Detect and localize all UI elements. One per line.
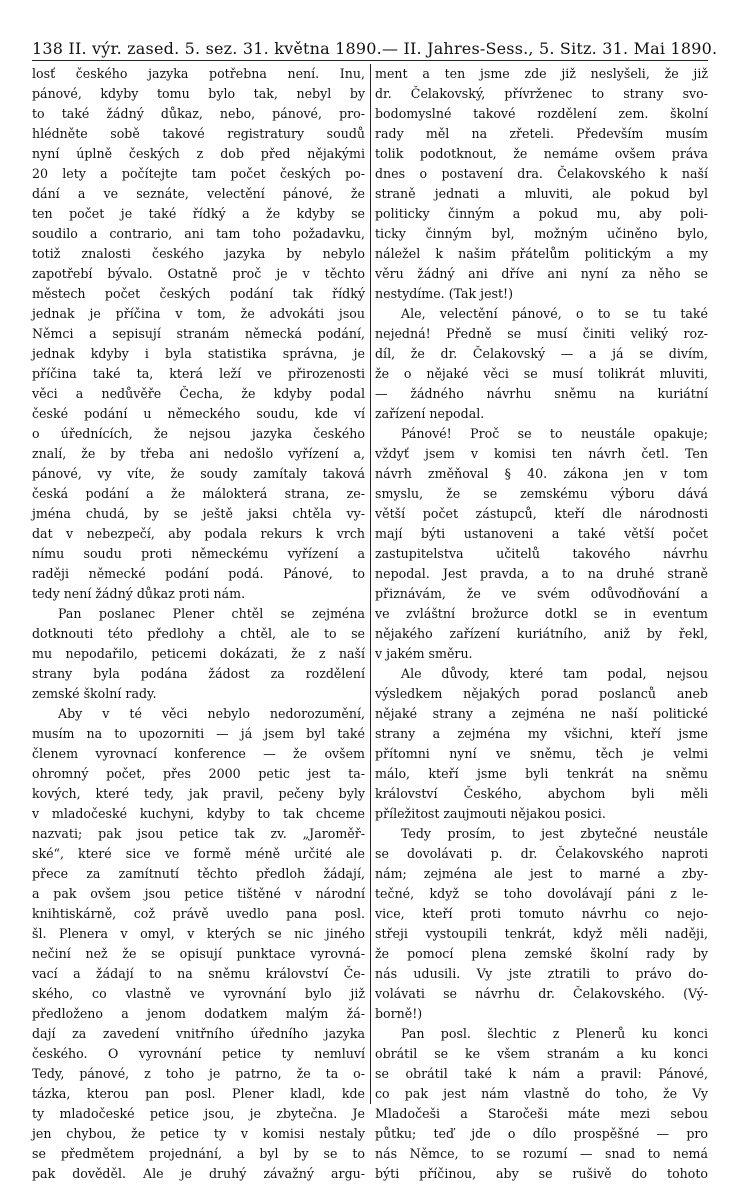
text-line: věru žádný ani dříve ani nyní za něho se (375, 266, 708, 281)
text-line: že pomocí plena zemské školní rady by (375, 946, 708, 961)
text-line: tázka, kterou pan posl. Plener kladl, kde (32, 1086, 365, 1101)
text-line: raději německé podání podá. Pánové, to (32, 566, 365, 581)
text-line: šl. Plenera v omyl, v kterých se nic jiného (32, 926, 365, 941)
text-line: přece za zamítnutí těchto předloh žádají, (32, 866, 365, 881)
text-line: volávati se návrhu dr. Čelakovského. (Vý- (375, 986, 708, 1001)
page-header (32, 36, 718, 60)
text-line: ticky činným byl, možným učiněno bylo, (375, 226, 708, 241)
text-line: knihtiskárně, což právě uvedlo pana posl. (32, 906, 365, 921)
text-line: členem vyrovnací konference — že ovšem (32, 746, 365, 761)
text-line: zapotřebí bývalo. Ostatně proč je v těchto (32, 266, 365, 281)
text-line: tolik podotknout, že nemáme ovšem práva (375, 146, 708, 161)
right-column (375, 64, 708, 1181)
text-line: bodomyslné takové rozdělení zem. školní (375, 106, 708, 121)
text-line: vice, kteří proti tomuto návrhu co nejo- (375, 906, 708, 921)
text-line: českého. O vyrovnání petice ty nemluví (32, 1046, 365, 1061)
text-line: nečiní než že se opisují punktace vyrovná- (32, 946, 365, 961)
text-line: díl, že dr. Čelakovský — a já se divím, (375, 346, 708, 361)
text-line: obrátil se ke všem stranám a ku konci (375, 1046, 708, 1061)
column-divider (370, 64, 371, 1104)
text-line: politicky činným a pokud mu, aby poli- (375, 206, 708, 221)
header-rule (32, 60, 708, 61)
text-line: smyslu, že se zemskému výboru dává (375, 486, 708, 501)
text-line: jednak kdyby i byla statistika správna, je (32, 346, 365, 361)
text-line: Němci a sepisují stranám německá podání, (32, 326, 365, 341)
text-line: střeji vystoupili tenkrát, když měli naději, (375, 926, 708, 941)
text-line: zemské školní rady. (32, 686, 157, 701)
text-line: že o nějaké věci se musí tolikrát mluviti, (375, 366, 708, 381)
text-line: nazvati; pak jsou petice tak zv. „Jaroměř- (32, 826, 365, 841)
text-line: strany a zejména my všichni, kteří jsme (375, 726, 708, 741)
text-line: ské“, které sice ve formě méně určité ale (32, 846, 365, 861)
text-line: se předmětem projednání, a byl by se to (32, 1146, 365, 1161)
text-line: znalí, že by třeba ani nedošlo vyřízení a, (32, 446, 365, 461)
text-line: mají býti ustanoveni a také větší počet (375, 526, 708, 541)
text-line: české podání u německého soudu, kde ví (32, 406, 365, 421)
text-line: mu nepodařilo, peticemi dokázati, že z naší (32, 646, 365, 661)
text-line: to také žádný důkaz, nebo, pánové, pro- (32, 106, 365, 121)
text-line: česká podání a že málokterá strana, ze- (32, 486, 365, 501)
text-line: nás Němce, to se rozumí — snad to nemá (375, 1146, 708, 1161)
text-line: strany byla podána žádost za rozdělení (32, 666, 365, 681)
text-line: nás udusili. Vy jste ztratili to právo do- (375, 966, 708, 981)
text-line: ve zvláštní brožurce dotkl se in eventum (375, 606, 708, 621)
text-line: příležitost zaujmouti nějakou posici. (375, 806, 606, 821)
text-line: nějaké strany a zejména ne naší politické (375, 706, 708, 721)
text-line: přítomni nyní ve sněmu, těch je velmi (375, 746, 708, 761)
text-line: Pan posl. šlechtic z Plenerů ku konci (401, 1026, 708, 1041)
text-line: Ale, velectění pánové, o to se tu také (401, 306, 708, 321)
text-line: vždyť jsem v komisi ten návrh četl. Ten (375, 446, 708, 461)
text-line: Aby v té věci nebylo nedorozumění, (58, 706, 365, 721)
text-line: předloženo a jenom dodatkem malým žá- (32, 1006, 365, 1021)
text-line: Pánové! Proč se to neustále opakuje; (401, 426, 708, 441)
text-line: jednak je příčina v tom, že advokáti jsou (32, 306, 365, 321)
text-line: ohromný počet, přes 2000 petic jest ta- (32, 766, 365, 781)
text-line: — žádného návrhu sněmu na kuriátní (375, 386, 708, 401)
text-line: dr. Čelakovský, přívrženec to strany svo- (375, 86, 708, 101)
text-line: zařízení nepodal. (375, 406, 485, 421)
text-line: o úřednících, že nejsou jazyka českého (32, 426, 365, 441)
text-line: málo, kteří jsme byli tenkrát na sněmu (375, 766, 708, 781)
text-line: tečné, když se toho dovolávají páni z le- (375, 886, 708, 901)
text-line: větší počet zástupců, kteří dle národnosti (375, 506, 708, 521)
text-line: musím na to upozorniti — já jsem byl také (32, 726, 365, 741)
text-line: v jakém směru. (375, 646, 473, 661)
text-line: v mladočeské kuchyni, kdyby to tak chceme (32, 806, 365, 821)
text-line: nyní úplně českých z dob před nějakými (32, 146, 365, 161)
text-line: borně!) (375, 1006, 423, 1021)
text-line: se obrátil také k nám a pravil: Pánové, (375, 1066, 708, 1081)
text-line: ment a ten jsme zde již neslyšeli, že již (375, 66, 708, 81)
text-line: a pak ovšem jsou petice tištěné v národní (32, 886, 365, 901)
text-line: jen chybou, že petice ty v komisi nestaly (32, 1126, 365, 1141)
text-line: dotknouti této předlohy a chtěl, ale to se (32, 626, 365, 641)
text-line: ty mladočeské petice jsou, je zbytečna. Je (32, 1106, 365, 1121)
text-line: nám; zejména ale jest to marné a zby- (375, 866, 708, 881)
text-line: soudilo a contrario, ani tam toho požadavku, (32, 226, 365, 241)
text-line: nímu soudu proti německému vyřízení a (32, 546, 365, 561)
text-line: příčina také ta, která leží ve přirozenosti (32, 366, 365, 381)
text-line: návrh změňoval § 40. zákona jen v tom (375, 466, 708, 481)
text-line: Tedy, pánové, z toho je patrno, že ta o- (32, 1066, 365, 1081)
text-line: straně jednati a mluviti, ale pokud byl (375, 186, 708, 201)
text-line: dají za zavedení vnitřního úředního jazyka (32, 1026, 365, 1041)
header-left: 138 II. výr. zased. 5. sez. 31. května 1890. (32, 38, 382, 58)
text-line: hlédněte sobě takové registratury soudů (32, 126, 365, 141)
text-line: nepodal. Jest pravda, a to na druhé straně (375, 566, 708, 581)
text-line: jména chudá, by se ještě jaksi chtěla vy- (32, 506, 365, 521)
text-line: losť českého jazyka potřebna není. Inu, (32, 66, 365, 81)
text-line: dnes o postavení dra. Čelakovského k naší (375, 166, 708, 181)
text-line: Mladočeši a Staročeši máte mezi sebou (375, 1106, 708, 1121)
text-line: náležel k našim přátelům politickým a my (375, 246, 708, 261)
text-line: nestydíme. (Tak jest!) (375, 286, 514, 301)
text-line: rady měl na zřeteli. Především musím (375, 126, 708, 141)
text-line: co pak jest nám vlastně do toho, že Vy (375, 1086, 708, 1101)
text-line: kových, které tedy, jak pravil, pečeny byly (32, 786, 365, 801)
text-line: dání a ve seznáte, velectění pánové, že (32, 186, 365, 201)
text-line: půtku; teď jde o dílo prospěšné — pro (375, 1126, 708, 1141)
text-line: přiznávám, že ve svém odůvodňování a (375, 586, 708, 601)
text-line: nějakého zařízení kuriátního, aniž by řekl, (375, 626, 708, 641)
text-line: Ale důvody, které tam podal, nejsou (401, 666, 708, 681)
text-line: zastupitelstva učitelů takového návrhu (375, 546, 708, 561)
text-line: vací a žádají to na sněmu království Če- (32, 966, 365, 981)
text-line: věci a nedůvěře Čecha, že kdyby podal (32, 386, 365, 401)
text-line: nejedná! Předně se musí činiti veliký roz- (375, 326, 708, 341)
text-line: totiž znalosti českého jazyka by nebylo (32, 246, 365, 261)
left-column (32, 64, 365, 1181)
text-line: výsledkem nějakých porad poslanců aneb (375, 686, 708, 701)
text-line: ského, co vlastně ve vyrovnání bylo již (32, 986, 365, 1001)
text-line: Pan poslanec Plener chtěl se zejména (58, 606, 365, 621)
text-line: pak dověděl. Ale je druhý závažný argu- (32, 1166, 365, 1181)
text-line: pánové, vy víte, že soudy zamítaly taková (32, 466, 365, 481)
text-line: městech počet českých podání tak řídký (32, 286, 365, 301)
text-line: dat v nebezpečí, aby podala rekurs k vrch (32, 526, 365, 541)
text-line: pánové, kdyby tomu bylo tak, nebyl by (32, 86, 365, 101)
text-line: ten počet je také řídký a že kdyby se (32, 206, 365, 221)
text-line: království Českého, abychom byli měli (375, 786, 708, 801)
text-line: tedy není žádný důkaz proti nám. (32, 586, 246, 601)
text-line: Tedy prosím, to jest zbytečné neustále (401, 826, 708, 841)
text-line: býti příčinou, aby se rušivě do tohoto (375, 1166, 708, 1181)
text-line: se dovolávati p. dr. Čelakovského naproti (375, 846, 708, 861)
header-right: — II. Jahres-Sess., 5. Sitz. 31. Mai 1890. (381, 38, 718, 58)
text-line: 20 lety a počítejte tam počet českých po- (32, 166, 365, 181)
